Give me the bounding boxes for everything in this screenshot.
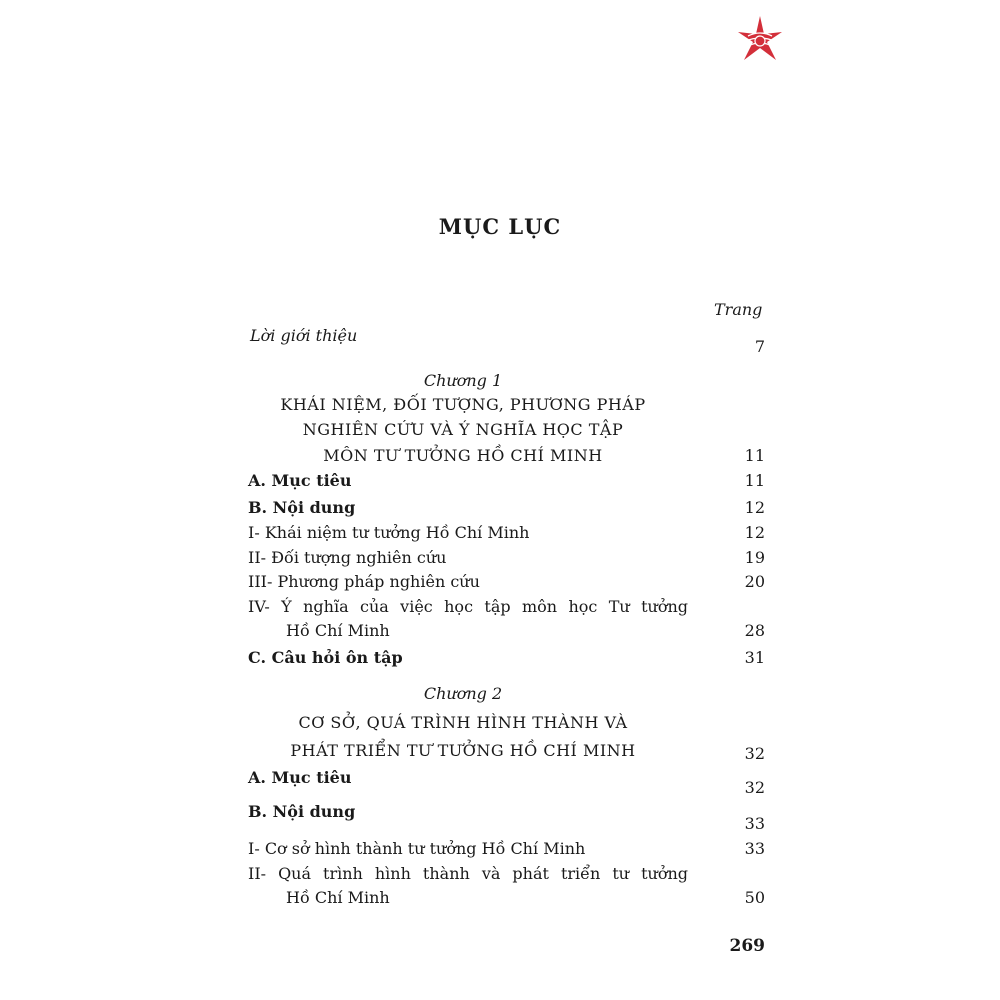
toc-entry-page: 33 [744,814,765,833]
page-column-label: Trang [714,300,763,319]
toc-entry-page: 11 [744,471,765,490]
toc-entry-page: 31 [744,648,765,667]
chapter-2-heading-line-2: PHÁT TRIỂN TƯ TƯỞNG HỒ CHÍ MINH [290,741,636,760]
toc-entry-line-1: II- Quá trình hình thành và phát triển tư tưởng [248,864,688,883]
toc-entry-line-2: Hồ Chí Minh [286,888,390,907]
chapter-2-label: Chương 2 [423,684,503,703]
intro-label: Lời giới thiệu [250,326,358,345]
toc-entry: B. Nội dung [248,802,356,821]
toc-entry: I- Khái niệm tư tưởng Hồ Chí Minh [248,523,530,542]
toc-entry-page: 32 [744,778,765,797]
chapter-1-heading-line-2: NGHIÊN CỨU VÀ Ý NGHĨA HỌC TẬP [302,420,624,439]
toc-entry: III- Phương pháp nghiên cứu [248,572,480,591]
toc-entry-page: 50 [744,888,765,907]
toc-entry-page: 12 [744,498,765,517]
toc-entry: A. Mục tiêu [248,768,352,787]
chapter-2-page: 32 [744,744,765,763]
chapter-1-label: Chương 1 [423,371,503,390]
chapter-2-heading-line-1: CƠ SỞ, QUÁ TRÌNH HÌNH THÀNH VÀ [298,713,628,732]
toc-entry-page: 28 [744,621,765,640]
toc-entry-page: 33 [744,839,765,858]
toc-entry-line-1: IV- Ý nghĩa của việc học tập môn học Tư tưởng [248,597,688,616]
toc-entry: A. Mục tiêu [248,471,352,490]
chapter-1-heading-line-1: KHÁI NIỆM, ĐỐI TƯỢNG, PHƯƠNG PHÁP [280,395,646,414]
toc-entry: C. Câu hỏi ôn tập [248,648,403,667]
chapter-1-page: 11 [744,446,765,465]
intro-page: 7 [754,337,765,356]
page-title: MỤC LỤC [438,214,562,239]
toc-entry-page: 12 [744,523,765,542]
toc-entry-page: 20 [744,572,765,591]
page-number: 269 [729,936,765,956]
toc-entry: I- Cơ sở hình thành tư tưởng Hồ Chí Minh [248,839,586,858]
toc-entry-line-2: Hồ Chí Minh [286,621,390,640]
toc-entry: II- Đối tượng nghiên cứu [248,548,447,567]
toc-entry: B. Nội dung [248,498,356,517]
toc-entry-page: 19 [744,548,765,567]
publisher-star-logo-icon [734,14,786,66]
chapter-1-heading-line-3: MÔN TƯ TƯỞNG HỒ CHÍ MINH [323,446,603,465]
